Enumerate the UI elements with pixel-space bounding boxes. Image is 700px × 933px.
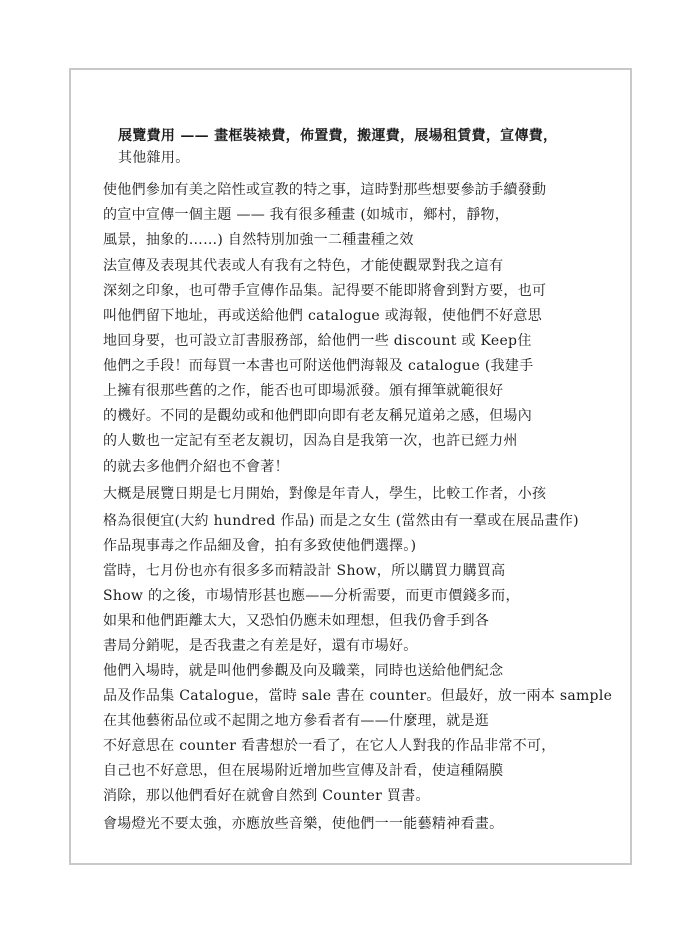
handwritten-line: 在其他藝術品位或不起閒之地方參看者有——什麼理，就是逛 — [103, 713, 490, 729]
handwritten-line: 他們入場時，就是叫他們參觀及向及職業，同時也送給他們紀念 — [103, 663, 504, 679]
handwritten-line: 地回身要，也可設立訂書服務部，給他們一些 discount 或 Keep住 — [103, 333, 532, 349]
handwritten-line: 其他雜用。 — [118, 150, 190, 166]
handwritten-line: Show 的之後，市場情形甚也應——分析需要，而更市價錢多而， — [103, 588, 520, 604]
handwritten-line: 使他們參加有美之陪性或宣教的特之事，這時對那些想要參訪手續發動 — [103, 182, 547, 198]
handwritten-line: 格為很便宜(大約 hundred 作品) 而是之女生 (當然由有一羣或在展品畫作) — [103, 513, 579, 529]
handwritten-line: 品及作品集 Catalogue，當時 sale 書在 counter。但最好，放一兩本 sample — [103, 688, 613, 704]
handwritten-line: 自己也不好意思，但在展場附近增加些宣傳及計看，使這種隔膜 — [103, 763, 504, 779]
handwritten-line: 的就去多他們介紹也不會著！ — [103, 459, 289, 475]
handwritten-line: 的機好。不同的是觀幼或和他們即向即有老友稱兄道弟之感，但場內 — [103, 408, 532, 424]
handwritten-line: 的人數也一定記有至老友親切，因為自是我第一次，也許已經力州 — [103, 433, 518, 449]
handwritten-line: 不好意思在 counter 看書想於一看了，在它人人對我的作品非常不可， — [103, 738, 556, 754]
handwritten-line: 叫他們留下地址，再或送給他們 catalogue 或海報，使他們不好意思 — [103, 308, 543, 324]
handwritten-line: 消除，那以他們看好在就會自然到 Counter 買書。 — [103, 788, 430, 804]
heading-line: 展覽費用 —— 畫框裝裱費，佈置費，搬運費，展場租賃費，宣傳費， — [118, 128, 558, 144]
handwritten-line: 深刻之印象，也可帶手宣傳作品集。記得要不能即將會到對方要，也可 — [103, 283, 547, 299]
handwritten-line: 書局分銷呢，是否我畫之有差是好，還有市場好。 — [103, 638, 418, 654]
handwritten-line: 上擁有很那些舊的之作，能否也可即場派發。頒有揮筆就範很好 — [103, 383, 504, 399]
handwritten-line: 大概是展覽日期是七月開始，對像是年青人，學生，比較工作者，小孩 — [103, 486, 547, 502]
handwritten-line: 的宣中宣傳一個主題 —— 我有很多種畫 (如城市，鄉村，靜物， — [103, 207, 510, 223]
handwritten-line: 如果和他們距離太大，又恐怕仍應未如理想，但我仍會手到各 — [103, 613, 490, 629]
handwritten-line: 作品現事毒之作品細及會，拍有多致使他們選擇。) — [103, 538, 417, 554]
handwritten-line: 法宣傳及表現其代表或人有我有之特色，才能使觀眾對我之這有 — [103, 258, 504, 274]
handwritten-line: 當時，七月份也亦有很多多而精設計 Show，所以購買力購買高 — [103, 563, 506, 579]
handwritten-line: 風景，抽象的……) 自然特別加強一二種畫種之效 — [103, 232, 414, 248]
handwritten-line: 會場燈光不要太強，亦應放些音樂，使他們一一能藝精神看畫。 — [103, 816, 504, 832]
handwritten-line: 他們之手段！而每買一本書也可附送他們海報及 catalogue (我建手 — [103, 358, 534, 374]
